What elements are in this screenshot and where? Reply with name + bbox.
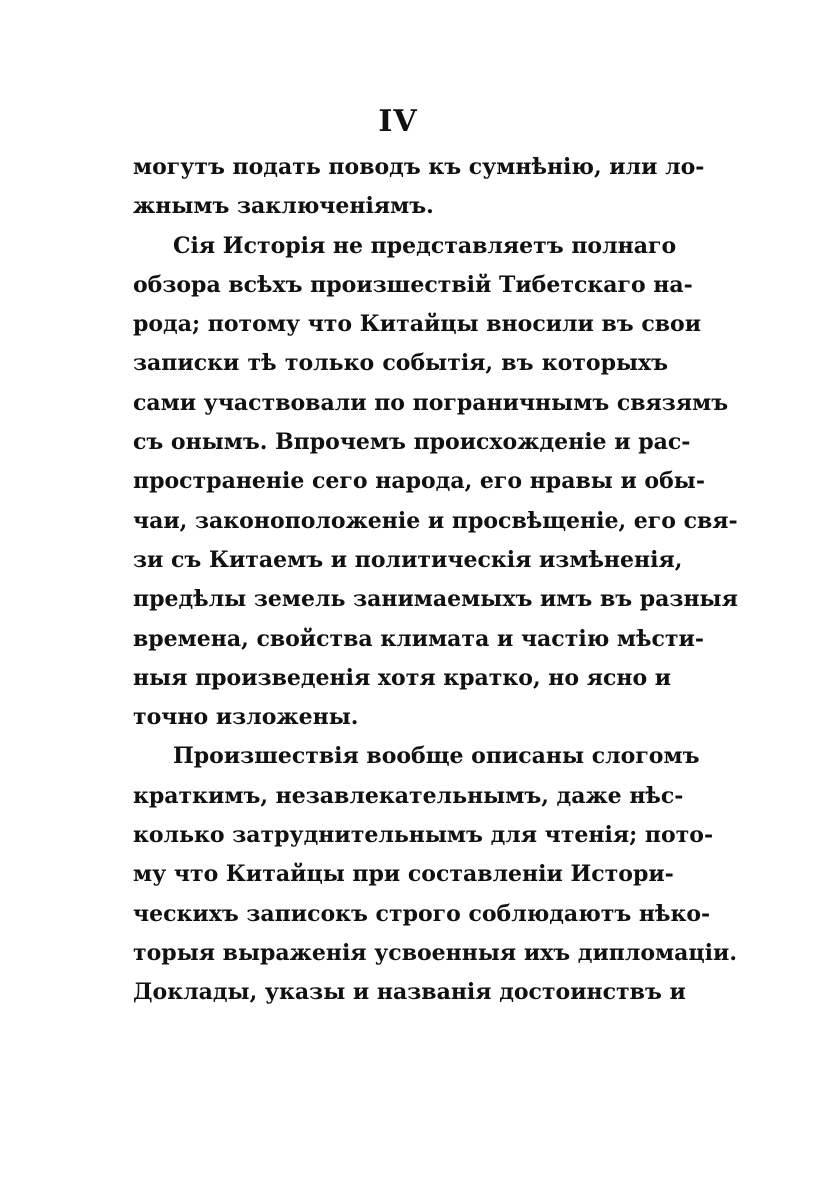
text-line: рода; потому что Китайцы вносили въ свои (133, 311, 702, 338)
text-line: предѣлы земель занимаемыхъ имъ въ разныя (133, 586, 738, 613)
text-line: Произшествія вообще описаны слогомъ (173, 743, 700, 770)
text-line: ныя произведенія хотя кратко, но ясно и (133, 664, 672, 691)
text-line: му что Китайцы при составленіи Истори- (133, 861, 674, 888)
page-number: IV (378, 104, 418, 139)
text-line: сами участвовали по пограничнымъ связямъ (133, 389, 729, 416)
text-line: колько затруднительнымъ для чтенія; пото- (133, 822, 714, 849)
text-line: пространеніе сего народа, его нравы и обы- (133, 468, 705, 495)
text-line: Доклады, указы и названія достоинствъ и (133, 979, 686, 1006)
text-line: чаи, законоположеніе и просвѣщеніе, его свя- (133, 507, 738, 534)
text-line: жнымъ заключеніямъ. (133, 193, 434, 220)
text-line: краткимъ, незавлекательнымъ, даже нѣс- (133, 782, 684, 809)
text-line: времена, свойства климата и частію мѣсти- (133, 625, 704, 652)
text-line: Сія Исторія не представляетъ полнаго (173, 232, 677, 259)
text-line: могутъ подать поводъ къ сумнѣнію, или ло- (133, 154, 705, 180)
text-line: зи съ Китаемъ и политическія измѣненія, (133, 546, 683, 573)
text-line: торыя выраженія усвоенныя ихъ дипломаціи. (133, 939, 738, 966)
text-line: точно изложены. (133, 704, 359, 731)
body-text (133, 148, 738, 1013)
text-line: обзора всѣхъ произшествій Тибетскаго на- (133, 271, 693, 298)
text-line: записки тѣ только событія, въ которыхъ (133, 350, 668, 377)
text-line: ческихъ записокъ строго соблюдаютъ нѣко- (133, 900, 711, 927)
text-line: съ онымъ. Впрочемъ происхожденіе и рас- (133, 429, 691, 456)
